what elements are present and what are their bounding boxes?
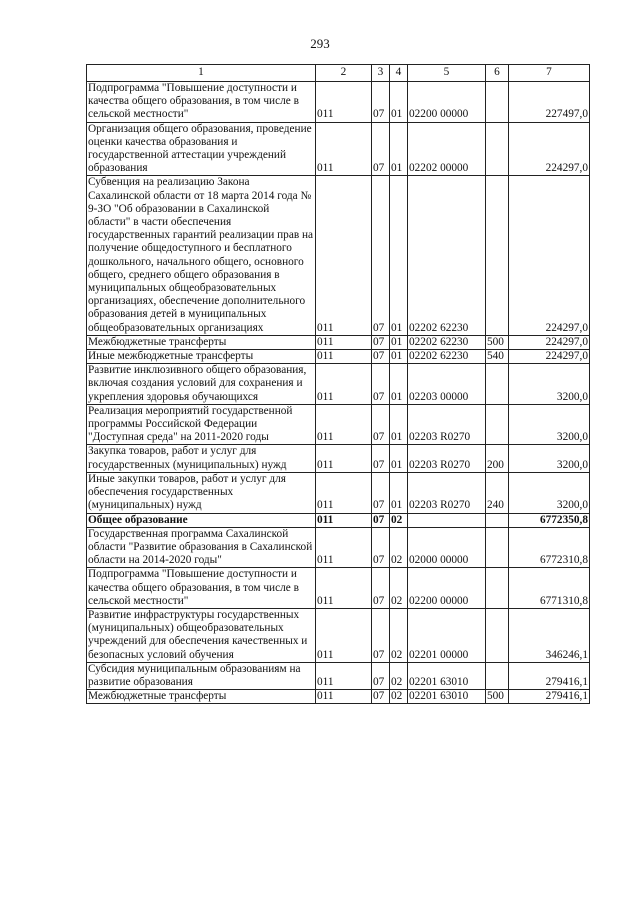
code-cell: 011 [316, 445, 372, 472]
subsection-cell: 01 [390, 364, 408, 405]
section-cell: 07 [372, 690, 390, 704]
target-article-cell: 02203 R0270 [408, 404, 486, 445]
section-cell: 07 [372, 472, 390, 513]
column-header: 7 [509, 65, 590, 82]
section-cell: 07 [372, 364, 390, 405]
row-name-cell: Общее образование [87, 513, 316, 527]
subsection-cell: 02 [390, 608, 408, 662]
column-header: 6 [486, 65, 509, 82]
code-cell: 011 [316, 176, 372, 335]
code-cell: 011 [316, 350, 372, 364]
amount-cell: 6772350,8 [509, 513, 590, 527]
amount-cell: 279416,1 [509, 690, 590, 704]
subsection-cell: 01 [390, 82, 408, 123]
row-name-cell: Государственная программа Сахалинской области "Развитие образования в Сахалинской области на 2014-2020 годы" [87, 527, 316, 568]
section-cell: 07 [372, 568, 390, 609]
target-article-cell: 02202 62230 [408, 350, 486, 364]
amount-cell: 224297,0 [509, 335, 590, 349]
code-cell: 011 [316, 472, 372, 513]
table-row [87, 662, 590, 689]
code-cell: 011 [316, 82, 372, 123]
row-name-cell: Иные закупки товаров, работ и услуг для обеспечения государственных (муниципальных) нужд [87, 472, 316, 513]
table-row [87, 445, 590, 472]
target-article-cell: 02200 00000 [408, 82, 486, 123]
expense-type-cell [486, 513, 509, 527]
subsection-cell: 02 [390, 568, 408, 609]
target-article-cell: 02000 00000 [408, 527, 486, 568]
subsection-cell: 01 [390, 472, 408, 513]
section-cell: 07 [372, 82, 390, 123]
subsection-cell: 02 [390, 513, 408, 527]
amount-cell: 279416,1 [509, 662, 590, 689]
subsection-cell: 02 [390, 527, 408, 568]
code-cell: 011 [316, 608, 372, 662]
subsection-cell: 01 [390, 350, 408, 364]
row-name-cell: Подпрограмма "Повышение доступности и качества общего образования, в том числе в сельской местности" [87, 82, 316, 123]
column-header: 2 [316, 65, 372, 82]
subsection-cell: 01 [390, 122, 408, 176]
target-article-cell: 02201 63010 [408, 690, 486, 704]
column-header: 4 [390, 65, 408, 82]
code-cell: 011 [316, 122, 372, 176]
expense-type-cell: 500 [486, 690, 509, 704]
code-cell: 011 [316, 690, 372, 704]
amount-cell: 3200,0 [509, 404, 590, 445]
section-cell: 07 [372, 404, 390, 445]
table-row [87, 608, 590, 662]
table-row [87, 364, 590, 405]
subsection-cell: 01 [390, 335, 408, 349]
expense-type-cell [486, 608, 509, 662]
code-cell: 011 [316, 568, 372, 609]
expense-type-cell [486, 527, 509, 568]
section-cell: 07 [372, 662, 390, 689]
subsection-cell: 02 [390, 690, 408, 704]
amount-cell: 224297,0 [509, 176, 590, 335]
table-row [87, 122, 590, 176]
row-name-cell: Межбюджетные трансферты [87, 690, 316, 704]
code-cell: 011 [316, 513, 372, 527]
code-cell: 011 [316, 364, 372, 405]
expense-type-cell [486, 662, 509, 689]
section-cell: 07 [372, 445, 390, 472]
amount-cell: 3200,0 [509, 472, 590, 513]
row-name-cell: Организация общего образования, проведение оценки качества образования и государственной аттестации учреждений образования [87, 122, 316, 176]
section-cell: 07 [372, 176, 390, 335]
target-article-cell: 02201 00000 [408, 608, 486, 662]
column-header: 3 [372, 65, 390, 82]
code-cell: 011 [316, 527, 372, 568]
target-article-cell: 02203 00000 [408, 364, 486, 405]
table-row [87, 176, 590, 335]
table-row [87, 472, 590, 513]
expense-type-cell [486, 122, 509, 176]
column-header: 1 [87, 65, 316, 82]
amount-cell: 224297,0 [509, 122, 590, 176]
target-article-cell: 02203 R0270 [408, 445, 486, 472]
table-row [87, 568, 590, 609]
table-row [87, 335, 590, 349]
amount-cell: 6771310,8 [509, 568, 590, 609]
section-cell: 07 [372, 608, 390, 662]
target-article-cell: 02202 62230 [408, 335, 486, 349]
expense-type-cell: 540 [486, 350, 509, 364]
code-cell: 011 [316, 404, 372, 445]
table-header-row [87, 65, 590, 82]
row-name-cell: Субвенция на реализацию Закона Сахалинской области от 18 марта 2014 года № 9-ЗО "Об образовании в Сахалинской области" в части обеспечения государственных гарантий реализации прав на получение общедоступного и бесплатного дошкольного, начального общего, основного общего, среднего общего образования в муниципальных общеобразовательных организациях, обеспечение дополнительного образования детей в муниципальных общеобразовательных организациях [87, 176, 316, 335]
row-name-cell: Закупка товаров, работ и услуг для государственных (муниципальных) нужд [87, 445, 316, 472]
target-article-cell: 02200 00000 [408, 568, 486, 609]
section-cell: 07 [372, 513, 390, 527]
expense-type-cell [486, 404, 509, 445]
expense-type-cell [486, 568, 509, 609]
target-article-cell: 02201 63010 [408, 662, 486, 689]
expense-type-cell: 200 [486, 445, 509, 472]
subsection-cell: 01 [390, 404, 408, 445]
row-name-cell: Подпрограмма "Повышение доступности и качества общего образования, в том числе в сельской местности" [87, 568, 316, 609]
section-cell: 07 [372, 335, 390, 349]
target-article-cell: 02202 62230 [408, 176, 486, 335]
subsection-cell: 01 [390, 176, 408, 335]
expense-type-cell [486, 82, 509, 123]
row-name-cell: Реализация мероприятий государственной программы Российской Федерации "Доступная среда" на 2011-2020 годы [87, 404, 316, 445]
target-article-cell: 02202 00000 [408, 122, 486, 176]
target-article-cell [408, 513, 486, 527]
table-row [87, 527, 590, 568]
amount-cell: 3200,0 [509, 445, 590, 472]
row-name-cell: Иные межбюджетные трансферты [87, 350, 316, 364]
table-row [87, 513, 590, 527]
row-name-cell: Развитие инклюзивного общего образования, включая создания условий для сохранения и укрепления здоровья обучающихся [87, 364, 316, 405]
section-cell: 07 [372, 350, 390, 364]
budget-table [86, 64, 590, 704]
code-cell: 011 [316, 335, 372, 349]
row-name-cell: Межбюджетные трансферты [87, 335, 316, 349]
amount-cell: 224297,0 [509, 350, 590, 364]
table-row [87, 404, 590, 445]
subsection-cell: 02 [390, 662, 408, 689]
section-cell: 07 [372, 122, 390, 176]
expense-type-cell: 240 [486, 472, 509, 513]
amount-cell: 6772310,8 [509, 527, 590, 568]
page-number: 293 [310, 36, 330, 51]
row-name-cell: Субсидия муниципальным образованиям на развитие образования [87, 662, 316, 689]
subsection-cell: 01 [390, 445, 408, 472]
table-row [87, 350, 590, 364]
row-name-cell: Развитие инфраструктуры государственных (муниципальных) общеобразовательных учреждений для обеспечения качественных и безопасных условий обучения [87, 608, 316, 662]
expense-type-cell [486, 176, 509, 335]
table-row [87, 690, 590, 704]
code-cell: 011 [316, 662, 372, 689]
amount-cell: 3200,0 [509, 364, 590, 405]
expense-type-cell: 500 [486, 335, 509, 349]
table-row [87, 82, 590, 123]
expense-type-cell [486, 364, 509, 405]
column-header: 5 [408, 65, 486, 82]
section-cell: 07 [372, 527, 390, 568]
amount-cell: 227497,0 [509, 82, 590, 123]
target-article-cell: 02203 R0270 [408, 472, 486, 513]
amount-cell: 346246,1 [509, 608, 590, 662]
